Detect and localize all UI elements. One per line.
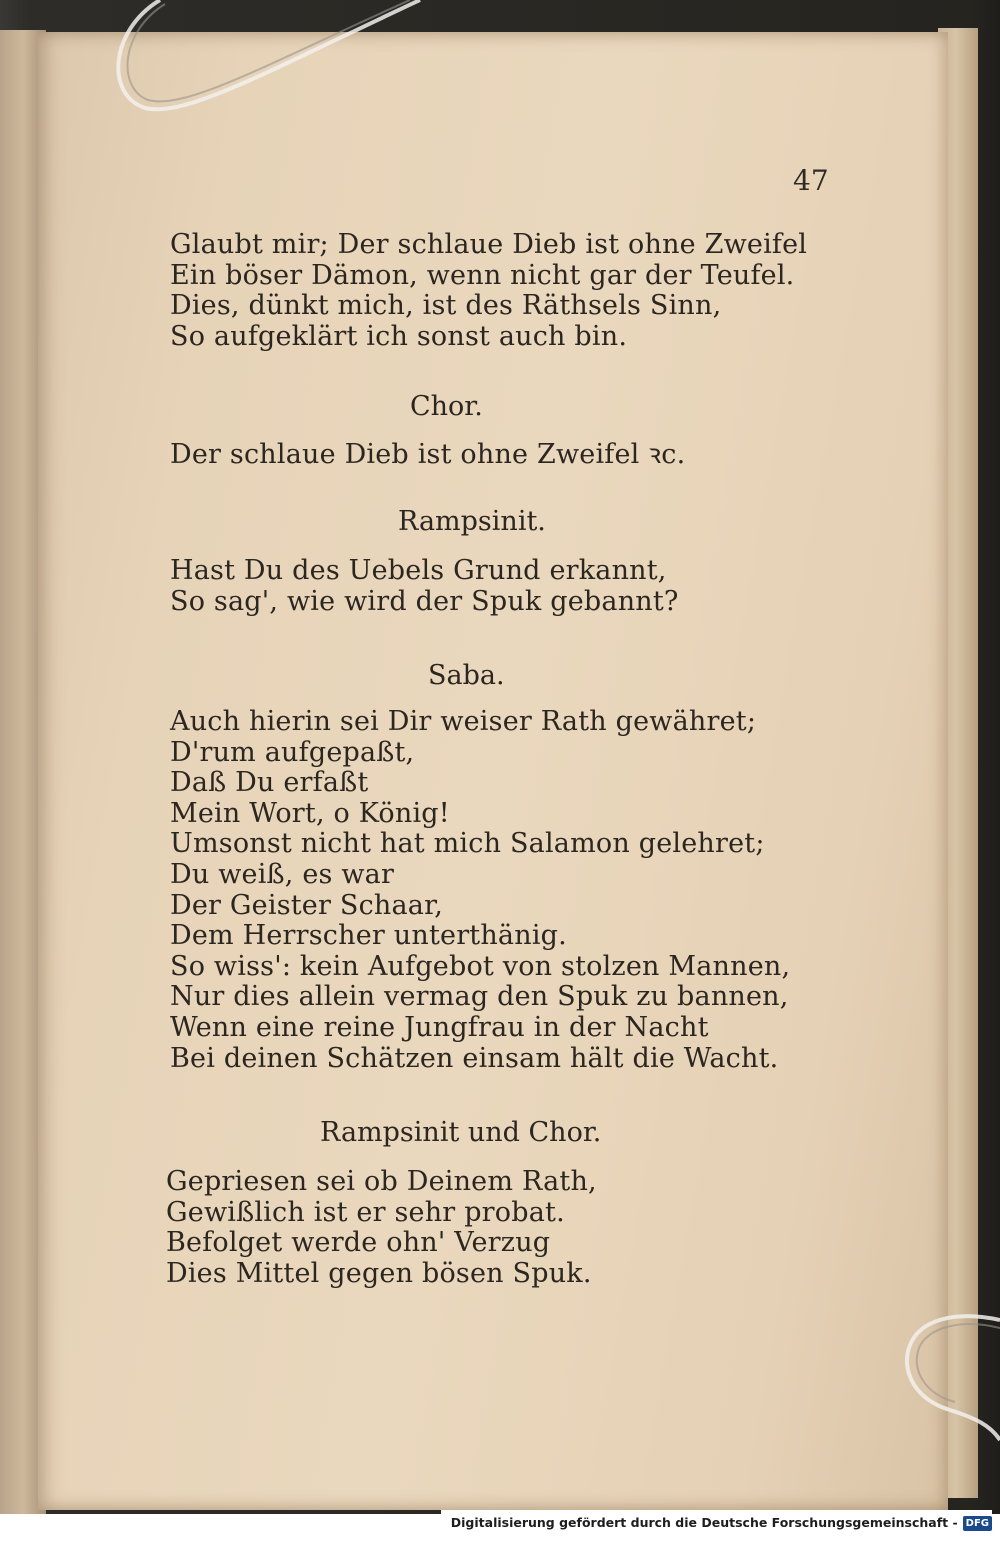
stanza-5 [166,1167,597,1289]
verse-line: Bei deinen Schätzen einsam hält die Wacht. [170,1042,779,1074]
funding-credit-text: Digitalisierung gefördert durch die Deutsche Forschungsgemeinschaft - [450,1515,958,1530]
verse-line: Umsonst nicht hat mich Salamon gelehret; [170,828,765,860]
verse-line: Der Geister Schaar, [170,889,443,921]
verse-line: Ein böser Dämon, wenn nicht gar der Teufel. [170,259,795,291]
verse-line: Gepriesen sei ob Deinem Rath, [166,1166,597,1197]
stanza-3 [170,556,679,617]
verse-line: Daß Du erfaßt [170,767,369,799]
verse-line: Befolget werde ohn' Verzug [166,1227,551,1259]
verse-line: Dies, dünkt mich, ist des Räthsels Sinn, [170,290,722,322]
verse-line: Mein Wort, o König! [170,797,450,829]
verse-line: So wiss': kein Aufgebot von stolzen Mannen, [170,950,791,982]
verse-line: Dies Mittel gegen bösen Spuk. [166,1257,592,1289]
speaker-heading: Rampsinit und Chor. [320,1117,602,1148]
stanza-1 [170,230,807,352]
stanza-2 [170,440,685,471]
dfg-logo-icon: DFG [963,1516,992,1531]
verse-line: D'rum aufgepaßt, [170,736,415,768]
verse-line: Du weiß, es war [170,858,395,890]
verse-line: So aufgeklärt ich sonst auch bin. [170,320,628,352]
verse-line: Wenn eine reine Jungfrau in der Nacht [170,1011,709,1043]
verse-line: Dem Herrscher unterthänig. [170,920,567,952]
stanza-4 [170,707,790,1074]
speaker-heading: Chor. [410,391,483,422]
funding-credit [441,1510,992,1536]
speaker-heading: Saba. [428,660,505,691]
verse-line: Der schlaue Dieb ist ohne Zweifel ꝛc. [170,439,686,470]
page-number: 47 [793,164,829,197]
verse-line: Auch hierin sei Dir weiser Rath gewähret; [170,706,757,737]
verse-line: Gewißlich ist er sehr probat. [166,1196,565,1228]
verse-line: Glaubt mir; Der schlaue Dieb ist ohne Zweifel [170,229,808,260]
verse-line: Hast Du des Uebels Grund erkannt, [170,555,667,586]
verse-line: So sag', wie wird der Spuk gebannt? [170,585,679,617]
verse-line: Nur dies allein vermag den Spuk zu bannen, [170,981,789,1013]
speaker-heading: Rampsinit. [398,506,546,537]
